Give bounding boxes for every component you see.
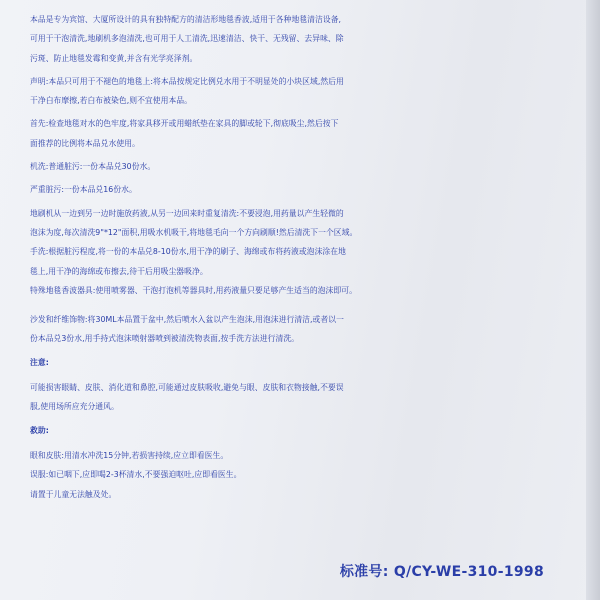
caution-line: 服,使用场所应充分通风。	[30, 402, 119, 412]
rescue-eyes-line: 眼和皮肤:用清水冲洗15分钟,若损害持续,应立即看医生。	[30, 450, 229, 460]
statement-line: 声明:本品只可用于不褪色的地毯上:将本品按规定比例兑水用于不明显处的小块区域,然后用	[30, 76, 344, 86]
rescue-section	[30, 421, 586, 504]
statement-paragraph	[30, 72, 586, 111]
sofa-line: 份本品兑3份水,用手持式泡沫喷射器喷到被清洗物表面,按手洗方法进行清洗。	[30, 334, 300, 344]
intro-line: 可用于干泡清洗,地刷机多泡清洗,也可用于人工清洗,迅速清洁、快干、无残留、去异味、除	[30, 34, 344, 44]
special-tools-paragraph	[30, 281, 586, 300]
intro-line: 本品是专为宾馆、大厦所设计的具有独特配方的清洁形地毯香波,适用于各种地毯清洁设备,	[30, 15, 342, 24]
rescue-title: 救助:	[30, 425, 49, 435]
caution-section	[30, 353, 586, 417]
storage-line: 请置于儿童无法触及处。	[30, 489, 117, 499]
first-step-paragraph	[30, 114, 586, 153]
hand-wash-line: 毯上,用干净的海绵或布擦去,待干后用吸尘器吸净。	[30, 266, 208, 276]
first-step-line: 首先:检查地毯对水的色牢度,将家具移开或用蜡纸垫在家具的脚或轮下,彻底吸尘,然后按下	[30, 119, 339, 129]
special-tools-line: 特殊地毯香波器具:使用喷雾器、干泡打泡机等器具时,用药液量只要足够产生适当的泡沫即可。	[30, 285, 357, 295]
rescue-swallow-line: 误服:如已咽下,应即喝2-3杯清水,不要强迫呕吐,应即看医生。	[30, 470, 242, 480]
sofa-paragraph	[30, 310, 586, 349]
brush-machine-line: 泡沫为度,每次清洗9"*12"面积,用吸水机吸干,将地毯毛向一个方向刷顺!然后清洗下一个区域。	[30, 227, 358, 237]
brush-machine-line: 地刷机从一边到另一边时施放药液,从另一边回来时重复清洗:不要浸泡,用药量以产生轻微的	[30, 208, 344, 218]
hand-wash-line: 手洗:根据脏污程度,将一份的本品兑8-10份水,用干净的刷子、海绵或布将药液或泡沫涂在地	[30, 247, 346, 257]
standard-value: Q/CY-WE-310-1998	[393, 564, 544, 580]
sofa-line: 沙发和纤维饰物:将30ML本品置于盆中,然后喷水入盆以产生泡沫,用泡沫进行清洁,或者以一	[30, 315, 344, 325]
machine-wash-line: 机洗:普通脏污:一份本品兑30份水。	[30, 162, 156, 172]
standard-number	[340, 563, 544, 582]
machine-wash-paragraph	[30, 157, 586, 176]
intro-line: 污斑、防止地毯发霉和变黄,并含有光学亮泽剂。	[30, 53, 198, 63]
intro-paragraph	[30, 10, 586, 68]
caution-line: 可能损害眼睛、皮肤、消化道和鼻腔,可能通过皮肤吸收,避免与眼、皮肤和衣物接触,不要误	[30, 383, 344, 393]
first-step-line: 面推荐的比例将本品兑水使用。	[30, 138, 140, 148]
caution-title: 注意:	[30, 357, 49, 367]
brush-machine-paragraph	[30, 204, 586, 243]
hand-wash-paragraph	[30, 242, 586, 281]
statement-line: 干净白布摩擦,若白布被染色,则不宜使用本品。	[30, 96, 192, 106]
heavy-dirt-line: 严重脏污:一份本品兑16份水。	[30, 185, 137, 195]
heavy-dirt-paragraph	[30, 180, 586, 199]
standard-label: 标准号:	[339, 564, 389, 580]
page-edge-shadow	[586, 0, 600, 600]
